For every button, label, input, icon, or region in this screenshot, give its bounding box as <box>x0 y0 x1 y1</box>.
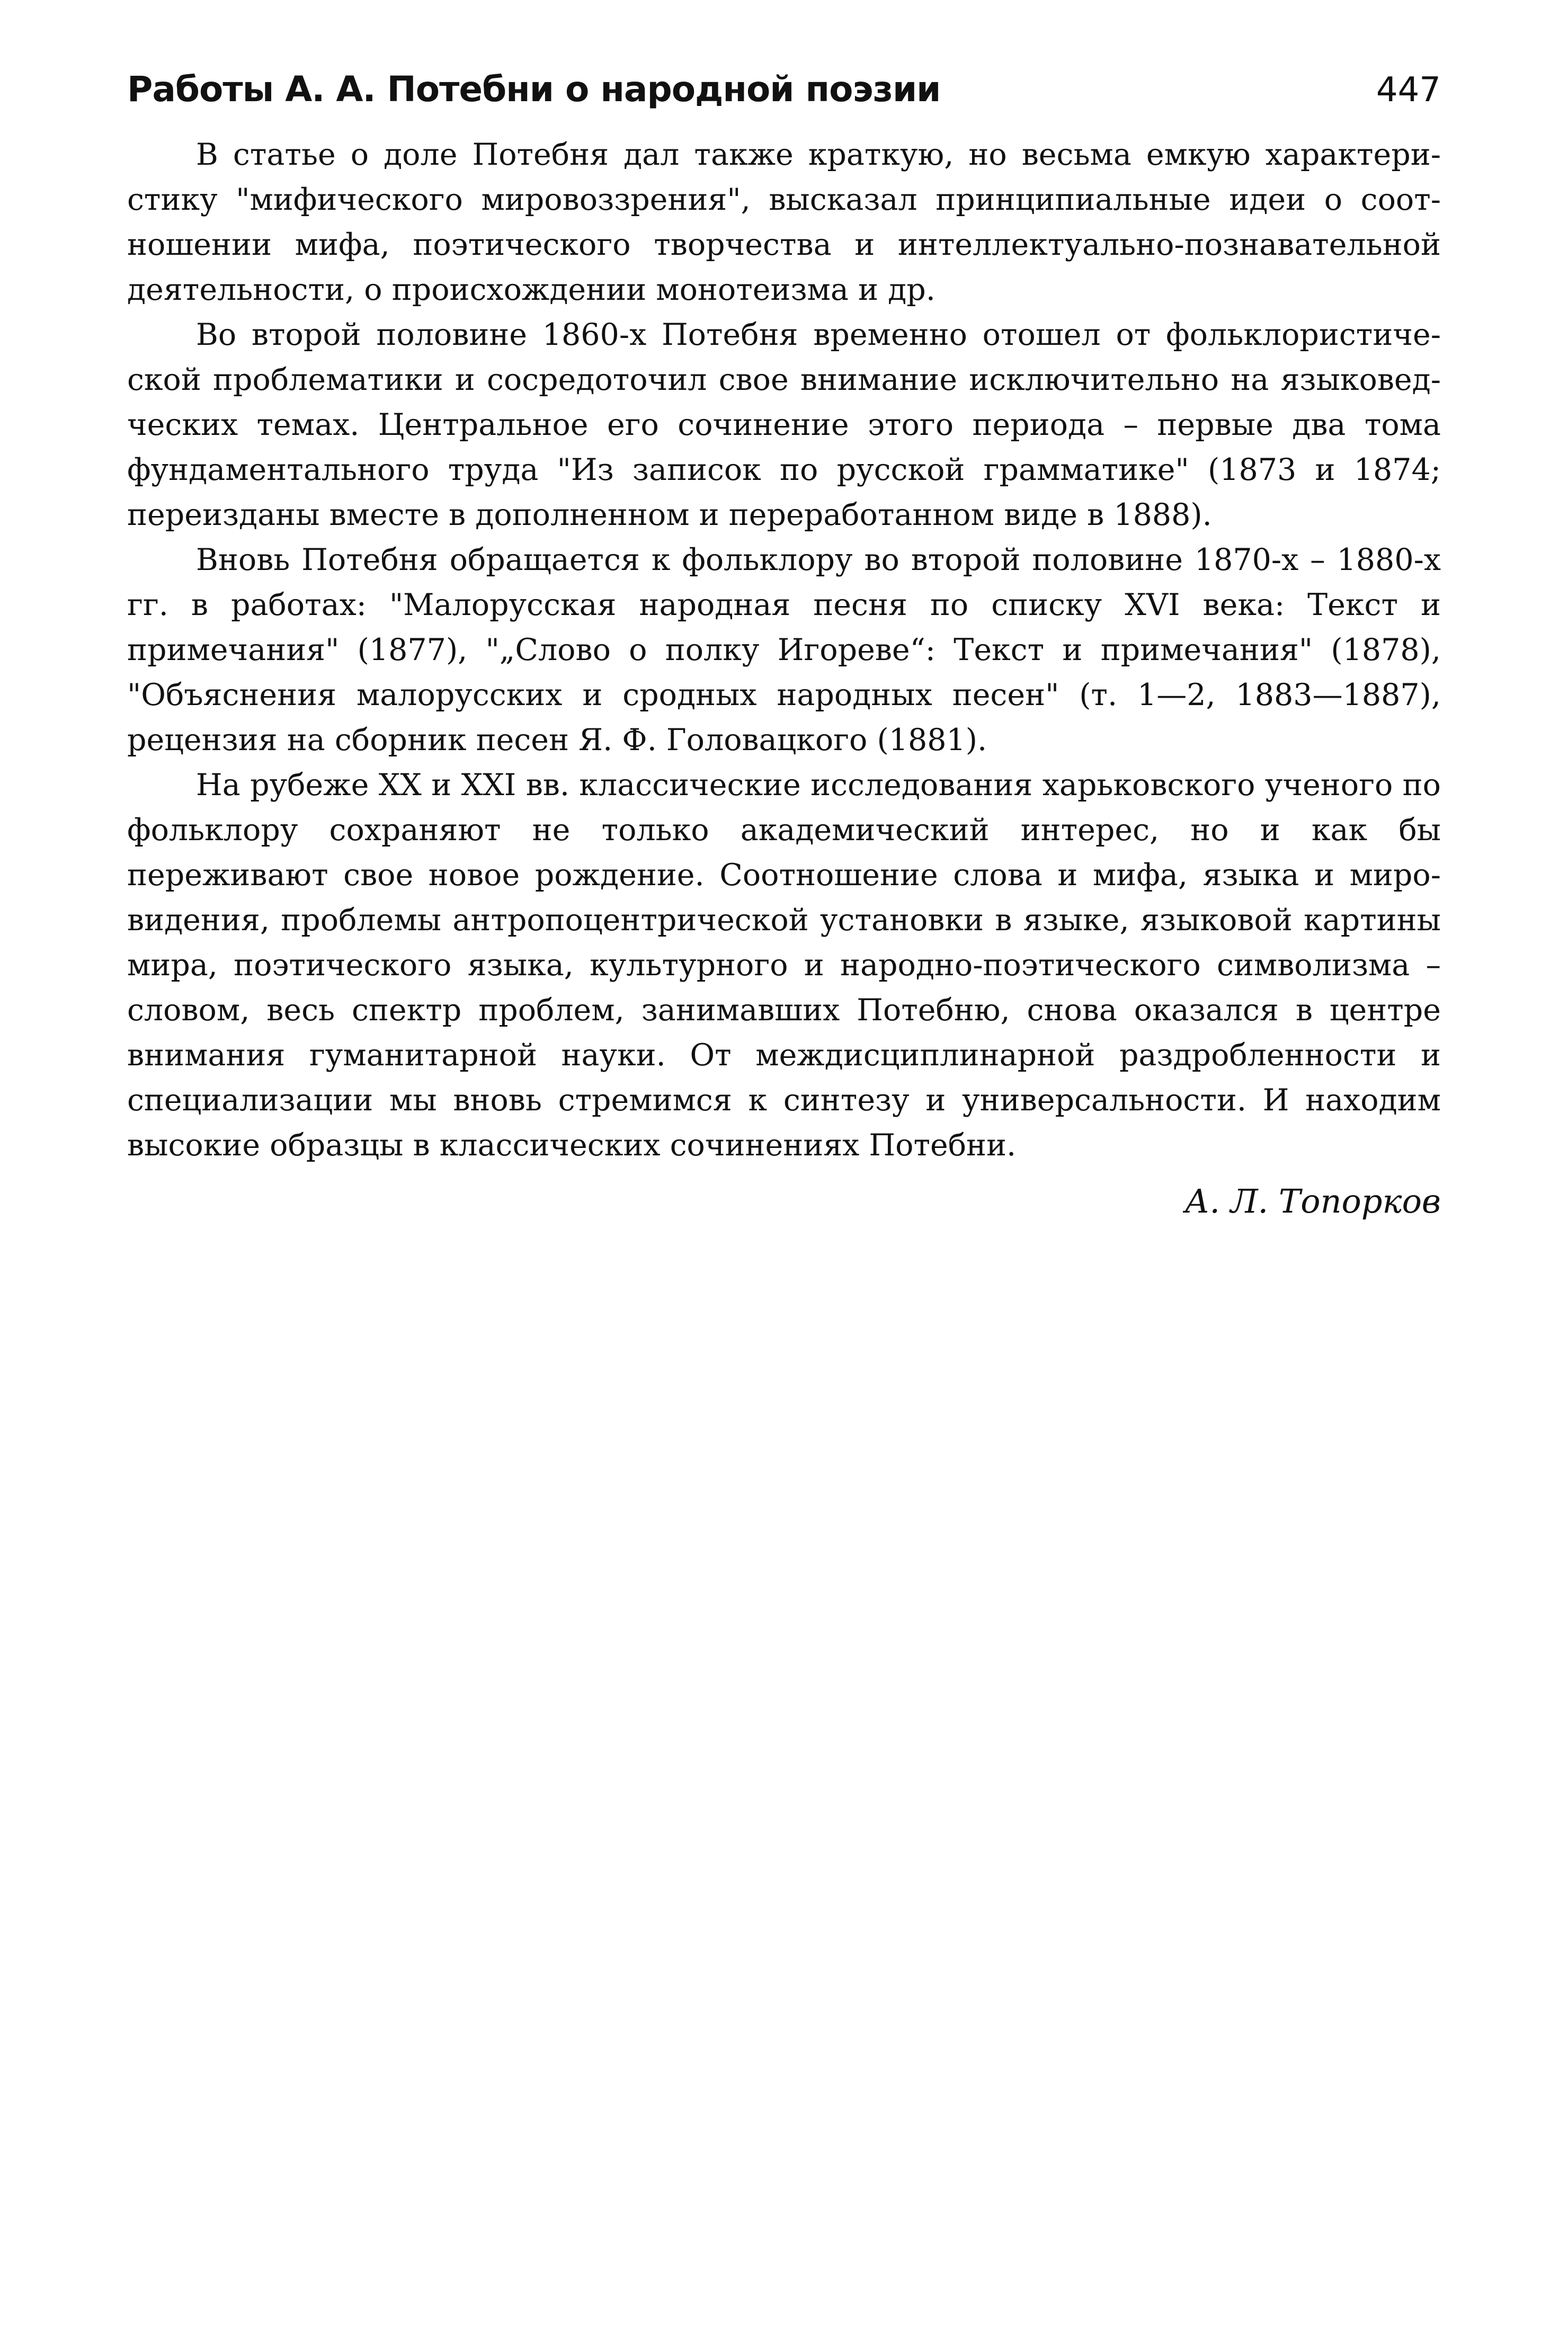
paragraph: Во второй половине 1860-х Потебня временно отошел от фольклористической проблематики и сосредоточил свое внимание исключительно на языковедческих темах. Центральное его сочинение этого периода – первые два тома фундаментального труда "Из записок по русской грамматике" (1873 и 1874; переизданы вместе в дополненном и переработанном виде в 1888). <box>127 317 1441 532</box>
running-header <box>127 69 1441 132</box>
page-number: 447 <box>1376 70 1441 110</box>
running-title: Работы А. А. Потебни о народной поэзии <box>127 69 941 110</box>
paragraph: На рубеже XX и XXI вв. классические исследования харьковского ученого по фольклору сохраняют не только академический интерес, но и как бы переживают свое новое рождение. Соотношение слова и мифа, языка и мировидения, проблемы антропоцентрической установки в языке, языковой картины мира, поэтического языка, культурного и народно-поэтического символизма – словом, весь спектр проблем, занимавших Потебню, снова оказался в центре внимания гуманитарной науки. От междисциплинарной раздробленности и специализации мы вновь стремимся к синтезу и универсальности. И находим высокие образцы в классических сочинениях Потебни. <box>127 768 1441 1163</box>
body-text <box>127 132 1441 1168</box>
paragraph: Вновь Потебня обращается к фольклору во второй половине 1870-х – 1880-х гг. в работах: "Малорусская народная песня по списку XVI века: Текст и примечания" (1877), "„Слово о полку Игореве“: Текст и примечания" (1878), "Объяснения малорусских и сродных народных песен" (т. 1—2, 1883—1887), рецензия на сборник песен Я. Ф. Головацкого (1881). <box>127 542 1441 758</box>
paragraph: В статье о доле Потебня дал также краткую, но весьма емкую характеристику "мифического мировоззрения", высказал принципиальные идеи о соотношении мифа, поэтического творчества и интеллектуально-познавательной деятельности, о происхождении монотеизма и др. <box>127 137 1441 307</box>
author-signature: А. Л. Топорков <box>1184 1182 1441 1221</box>
document-page <box>127 69 1441 1225</box>
